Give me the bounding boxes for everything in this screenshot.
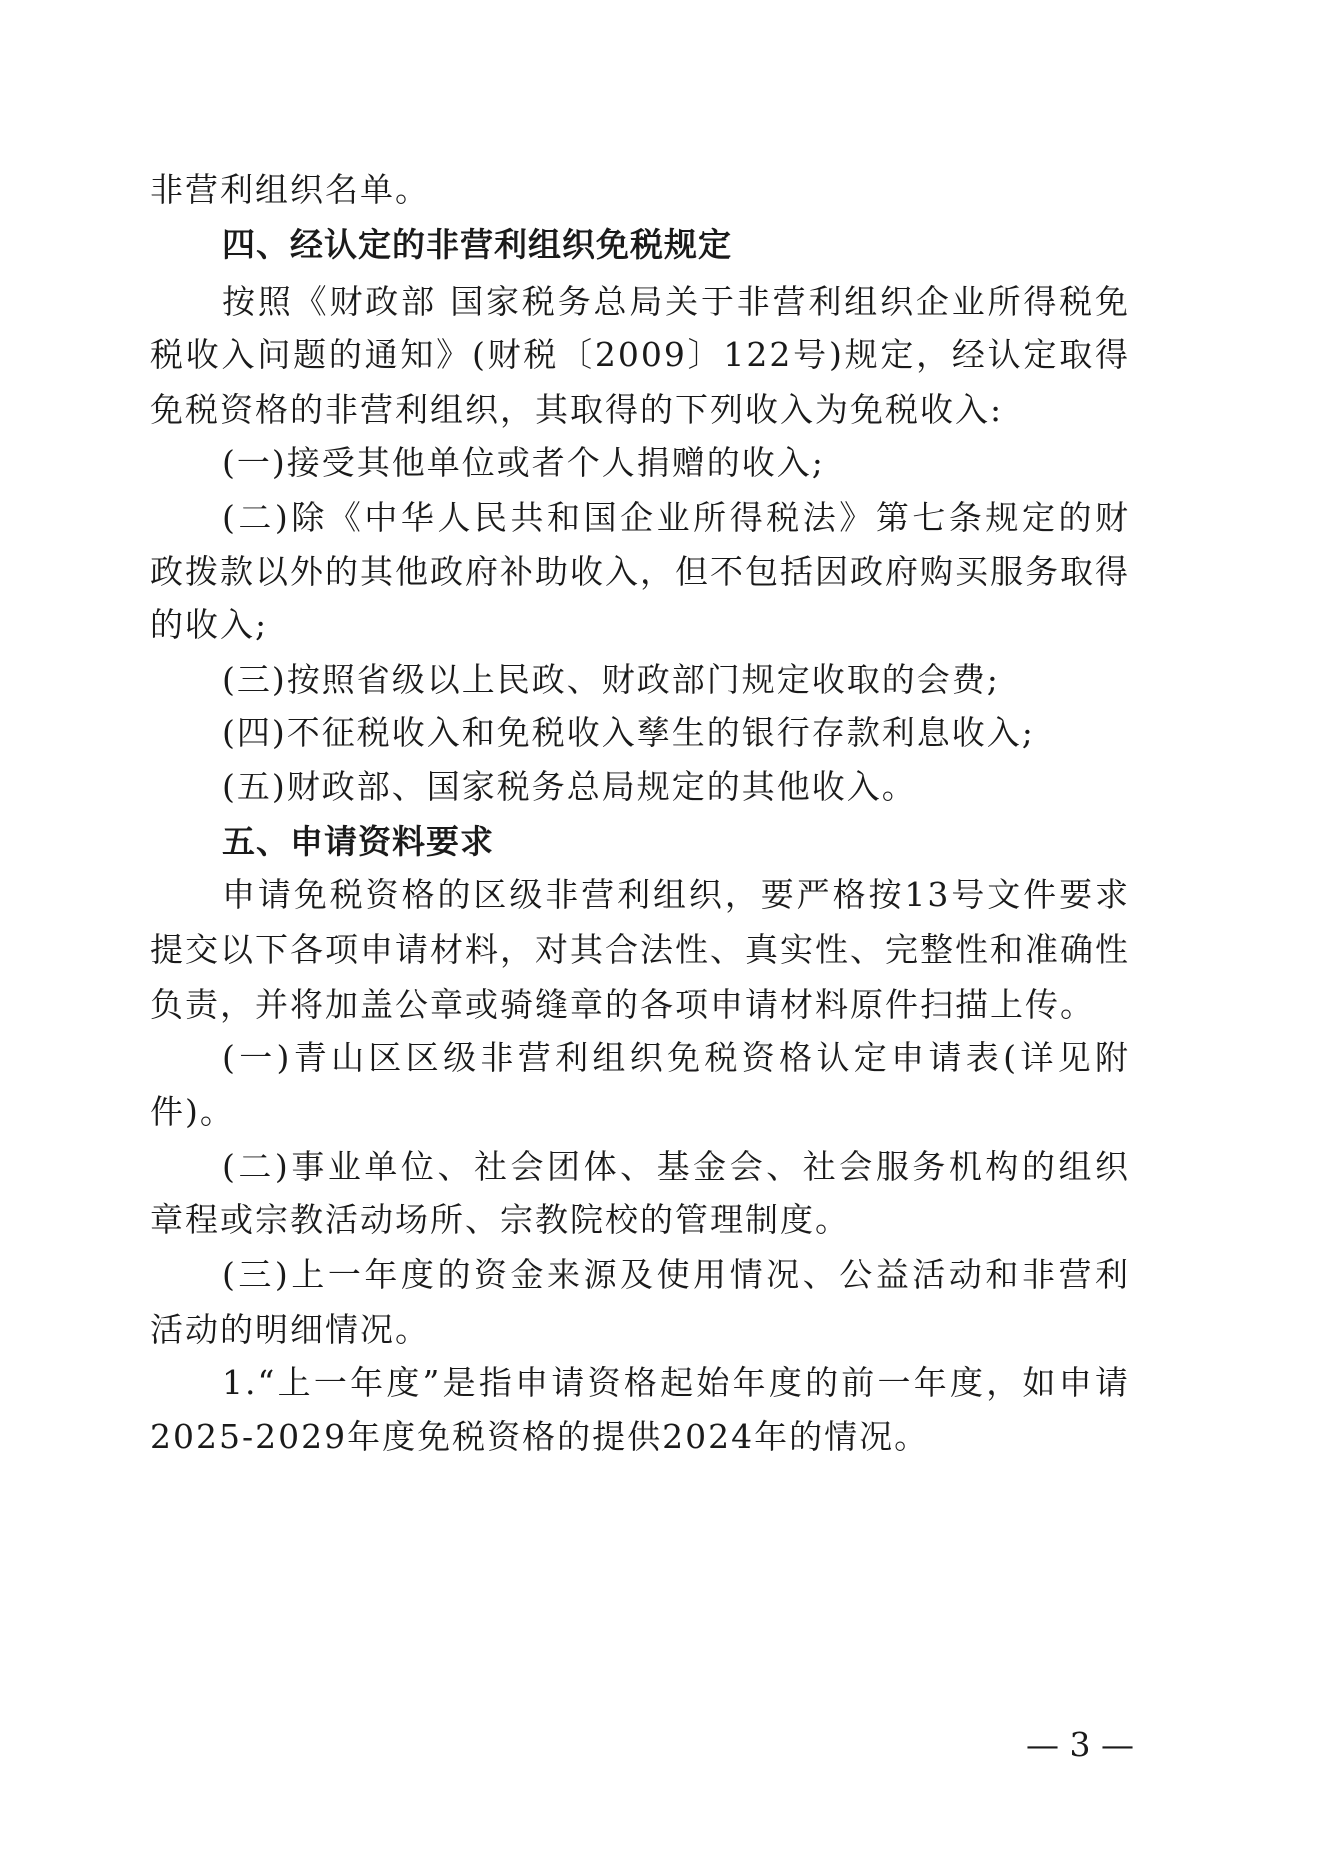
text-line: 免税资格的非营利组织，其取得的下列收入为免税收入: <box>150 390 1004 429</box>
text-line: 的收入; <box>150 605 269 644</box>
text-line: 按照《财政部 国家税务总局关于非营利组织企业所得税免 <box>222 282 1130 321</box>
list-item: (五)财政部、国家税务总局规定的其他收入。 <box>222 767 917 806</box>
text-line: 件)。 <box>150 1092 235 1131</box>
text-line: 非营利组织名单。 <box>150 170 430 209</box>
section-heading: 四、经认定的非营利组织免税规定 <box>222 225 732 264</box>
section-heading: 五、申请资料要求 <box>222 822 494 861</box>
text-line: 政拨款以外的其他政府补助收入，但不包括因政府购买服务取得 <box>150 552 1130 591</box>
list-item: (三)按照省级以上民政、财政部门规定收取的会费; <box>222 660 1000 699</box>
text-line: 提交以下各项申请材料，对其合法性、真实性、完整性和准确性 <box>150 930 1130 969</box>
list-item: (一)青山区区级非营利组织免税资格认定申请表(详见附 <box>222 1038 1130 1077</box>
text-line: 负责，并将加盖公章或骑缝章的各项申请材料原件扫描上传。 <box>150 985 1095 1024</box>
list-item: (二)除《中华人民共和国企业所得税法》第七条规定的财 <box>222 498 1130 537</box>
text-line: 2025-2029年度免税资格的提供2024年的情况。 <box>150 1417 930 1456</box>
list-item: (四)不征税收入和免税收入孳生的银行存款利息收入; <box>222 713 1035 752</box>
list-item: (二)事业单位、社会团体、基金会、社会服务机构的组织 <box>222 1147 1130 1186</box>
list-item: (三)上一年度的资金来源及使用情况、公益活动和非营利 <box>222 1255 1130 1294</box>
page-number: — 3 — <box>1026 1725 1134 1764</box>
text-line: 章程或宗教活动场所、宗教院校的管理制度。 <box>150 1200 850 1239</box>
list-item: (一)接受其他单位或者个人捐赠的收入; <box>222 443 825 482</box>
text-line: 活动的明细情况。 <box>150 1310 430 1349</box>
list-item: 1.“上一年度”是指申请资格起始年度的前一年度，如申请 <box>222 1363 1130 1402</box>
text-line: 申请免税资格的区级非营利组织，要严格按13号文件要求 <box>222 875 1130 914</box>
text-line: 税收入问题的通知》(财税〔2009〕122号)规定，经认定取得 <box>150 335 1130 374</box>
